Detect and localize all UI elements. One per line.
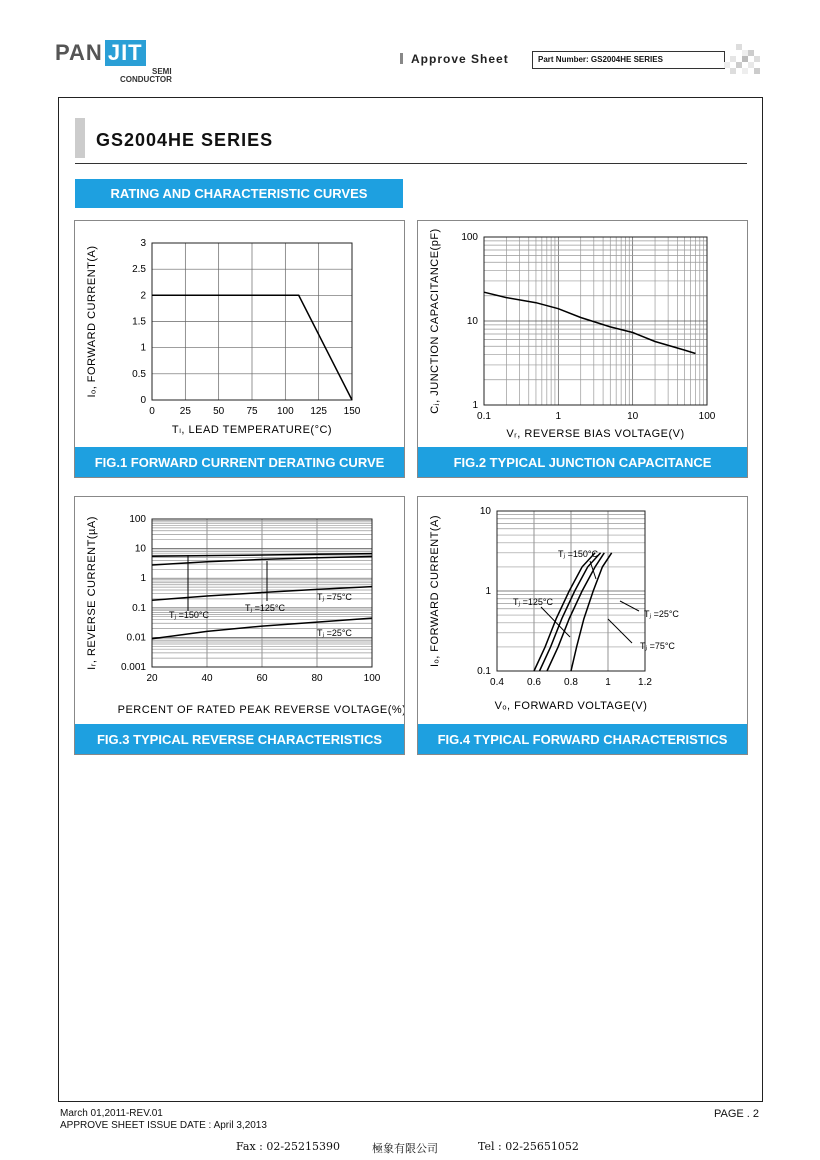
part-number-box: Part Number: GS2004HE SERIES xyxy=(532,51,725,69)
series-label: Tⱼ =125°C xyxy=(513,597,553,607)
y-tick-label: 1.5 xyxy=(132,316,146,328)
fig3-panel xyxy=(74,496,405,755)
y-tick-label: 10 xyxy=(466,316,478,327)
brand-logo xyxy=(55,40,146,66)
y-tick-label: 10 xyxy=(479,506,491,517)
approve-label-text: Approve Sheet xyxy=(411,52,509,66)
x-tick-label: 150 xyxy=(343,406,361,417)
series-label: Tⱼ =75°C xyxy=(640,641,675,651)
page-title: GS2004HE SERIES xyxy=(96,130,274,150)
x-axis-label: Tₗ, LEAD TEMPERATURE(°C) xyxy=(171,424,333,436)
x-axis-label: Vᵣ, REVERSE BIAS VOLTAGE(V) xyxy=(506,428,685,440)
fig2-chart xyxy=(418,221,747,447)
y-axis-label: Iᵣ, REVERSE CURRENT(µA) xyxy=(86,516,98,670)
title-rule xyxy=(75,163,747,164)
x-tick-label: 1.2 xyxy=(638,677,652,688)
logo-highlight: JIT xyxy=(105,40,146,66)
y-tick-label: 0.01 xyxy=(126,632,146,644)
x-tick-label: 50 xyxy=(213,406,225,417)
x-tick-label: 20 xyxy=(146,673,158,684)
y-tick-label: 100 xyxy=(461,232,478,243)
y-tick-label: 0.1 xyxy=(477,666,491,677)
logo-sub-1: SEMI xyxy=(152,67,172,76)
series-label: Tⱼ =125°C xyxy=(245,603,285,613)
approve-sheet-label xyxy=(400,52,509,66)
series-line xyxy=(540,553,601,671)
decorative-dots-icon xyxy=(722,44,762,78)
title-accent xyxy=(75,118,85,158)
y-tick-label: 1 xyxy=(485,586,491,597)
logo-subtitle xyxy=(120,67,172,84)
divider-bar xyxy=(400,53,403,64)
series-label: Tⱼ =25°C xyxy=(644,609,679,619)
y-axis-label: Iₒ, FORWARD CURRENT(A) xyxy=(429,514,441,668)
series-line xyxy=(571,553,612,671)
company-name: 極象有限公司 xyxy=(372,1142,438,1155)
x-tick-label: 0.1 xyxy=(477,411,491,422)
y-tick-label: 0.5 xyxy=(132,368,146,380)
tel-number: Tel : 02-25651052 xyxy=(478,1140,579,1153)
y-tick-label: 0.001 xyxy=(120,662,146,673)
x-axis-label: PERCENT OF RATED PEAK REVERSE VOLTAGE(%) xyxy=(117,704,404,716)
fig1-panel xyxy=(74,220,405,478)
y-tick-label: 2.5 xyxy=(132,264,146,276)
section-banner: RATING AND CHARACTERISTIC CURVES xyxy=(75,179,403,208)
x-tick-label: 25 xyxy=(179,406,191,417)
label-pointer xyxy=(590,561,596,579)
fig1-caption: FIG.1 FORWARD CURRENT DERATING CURVE xyxy=(75,447,404,477)
x-tick-label: 80 xyxy=(311,673,323,684)
fig2-panel xyxy=(417,220,748,478)
page-number: PAGE . 2 xyxy=(714,1108,760,1120)
label-pointer xyxy=(620,601,639,611)
y-axis-label: Iₒ, FORWARD CURRENT(A) xyxy=(86,245,98,398)
y-tick-label: 1 xyxy=(472,400,478,411)
fig3-chart xyxy=(75,497,404,724)
fig4-chart xyxy=(418,497,747,724)
series-label: Tⱼ =25°C xyxy=(317,628,352,638)
x-tick-label: 100 xyxy=(698,411,716,422)
fig2-caption: FIG.2 TYPICAL JUNCTION CAPACITANCE xyxy=(418,447,747,477)
y-tick-label: 3 xyxy=(140,238,146,249)
y-tick-label: 100 xyxy=(129,514,146,525)
fig4-caption: FIG.4 TYPICAL FORWARD CHARACTERISTICS xyxy=(418,724,747,754)
x-axis-label: Vₒ, FORWARD VOLTAGE(V) xyxy=(494,700,648,712)
y-tick-label: 2 xyxy=(140,290,146,302)
x-tick-label: 10 xyxy=(627,411,639,422)
fig4-panel xyxy=(417,496,748,755)
y-tick-label: 1 xyxy=(140,573,146,585)
logo-text: PAN xyxy=(55,40,103,65)
series-label: Tⱼ =75°C xyxy=(317,592,352,602)
revision-text: March 01,2011-REV.01 xyxy=(60,1108,163,1119)
x-tick-label: 40 xyxy=(201,673,213,684)
issue-date-text: APPROVE SHEET ISSUE DATE : April 3,2013 xyxy=(60,1120,267,1131)
x-tick-label: 60 xyxy=(256,673,268,684)
x-tick-label: 100 xyxy=(363,673,381,684)
y-tick-label: 0.1 xyxy=(132,602,146,614)
x-tick-label: 0.8 xyxy=(564,677,578,688)
logo-sub-2: CONDUCTOR xyxy=(120,75,172,84)
x-tick-label: 1 xyxy=(605,677,611,688)
y-axis-label: Cⱼ, JUNCTION CAPACITANCE(pF) xyxy=(429,228,441,414)
y-tick-label: 1 xyxy=(140,342,146,354)
fax-number: Fax : 02-25215390 xyxy=(236,1140,341,1153)
x-tick-label: 1 xyxy=(555,411,562,422)
y-tick-label: 0 xyxy=(140,395,146,406)
series-label: Tⱼ =150°C xyxy=(169,610,209,620)
fig1-chart xyxy=(75,221,404,447)
x-tick-label: 125 xyxy=(310,406,328,417)
x-tick-label: 0.4 xyxy=(490,677,504,688)
x-tick-label: 0 xyxy=(149,406,155,417)
x-tick-label: 0.6 xyxy=(527,677,541,688)
fig3-caption: FIG.3 TYPICAL REVERSE CHARACTERISTICS xyxy=(75,724,404,754)
x-tick-label: 100 xyxy=(276,406,294,417)
series-label: Tⱼ =150°C xyxy=(558,549,598,559)
series-line xyxy=(484,292,696,353)
y-tick-label: 10 xyxy=(134,543,146,555)
x-tick-label: 75 xyxy=(246,406,258,417)
